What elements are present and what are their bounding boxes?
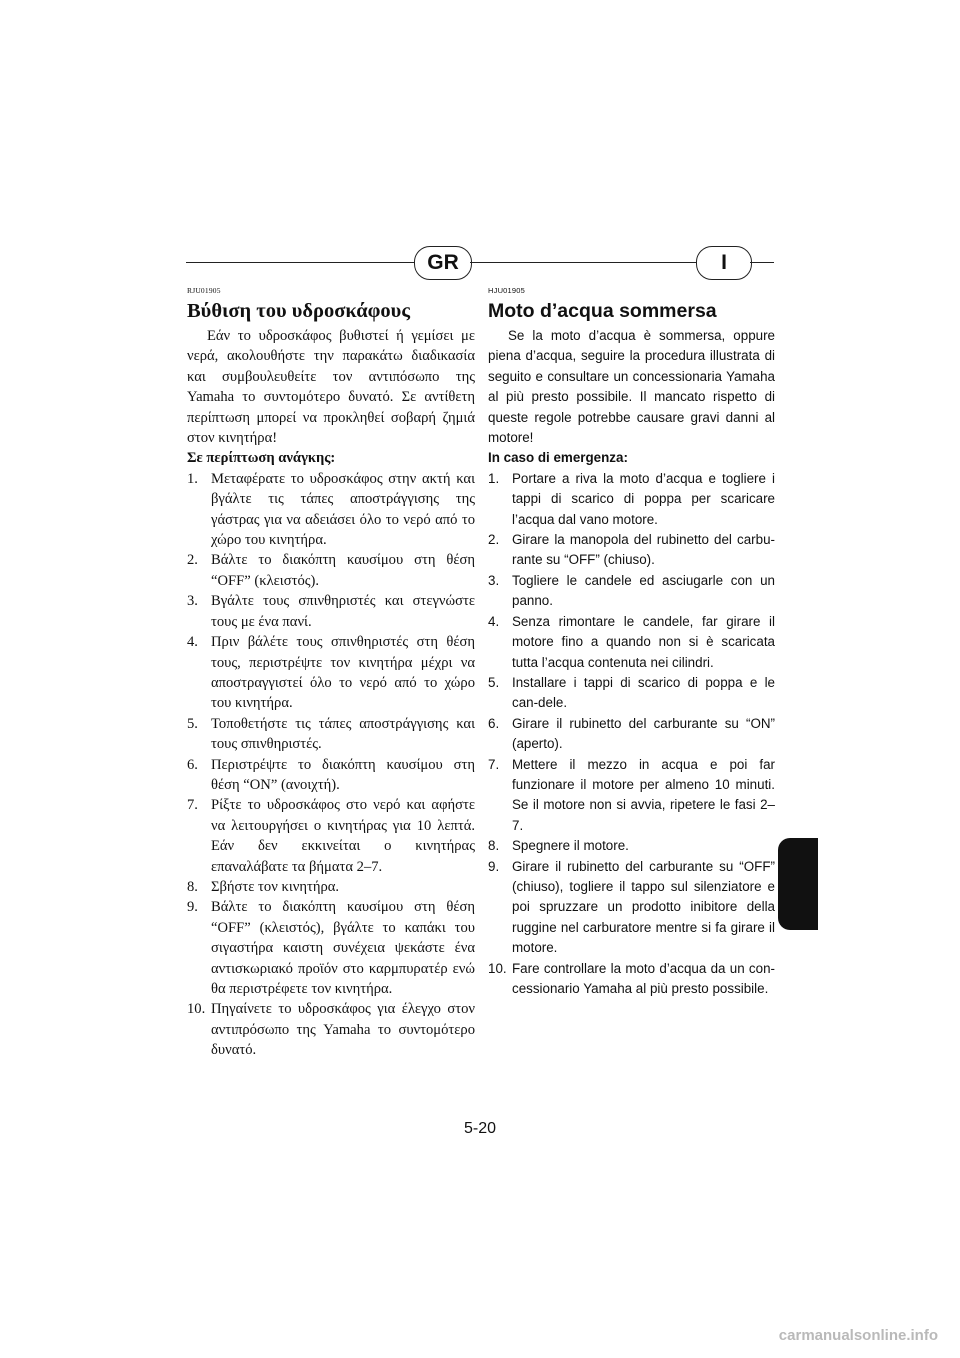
step-text: Σβήστε τον κινητήρα.	[211, 878, 340, 895]
greek-emergency-heading: Σε περίπτωση ανάγκης:	[187, 450, 336, 467]
step-number: 9.	[488, 858, 500, 874]
italian-section-code: HJU01905	[488, 286, 526, 295]
step-number: 2.	[187, 552, 198, 569]
italian-step	[488, 857, 775, 959]
step-text: Μεταφέρατε το υδροσκάφος στην ακτή και βγάλτε τις τάπες αποστράγγισης της γάστρας για να αδειάσει όλο το νερό από το χώρο του κινητήρα.	[211, 470, 475, 549]
step-number: 6.	[488, 715, 500, 731]
step-text: Βάλτε το διακόπτη καυσίμου στη θέση “OFF” (κλειστός), βγάλτε το καπάκι του σιγαστήρα καιστη συνέχεια ψεκάστε ένα αντισκωριακό προϊόν στο καρμπυρατέρ ενώ θα περιστρέφετε τον κινητήρα.	[211, 899, 475, 997]
header-rule-left	[186, 262, 414, 263]
italian-step	[488, 612, 775, 673]
italian-step	[488, 469, 775, 530]
step-text: Πηγαίνετε το υδροσκάφος για έλεγχο στον αντιπρόσωπο της Yamaha το συντομότερο δυνατό.	[211, 1001, 475, 1059]
greek-step	[187, 632, 475, 714]
step-number: 10.	[488, 960, 507, 976]
greek-column	[187, 286, 475, 1061]
greek-step	[187, 591, 475, 632]
italian-step	[488, 530, 775, 571]
step-number: 10.	[187, 1001, 206, 1018]
step-number: 2.	[488, 532, 500, 548]
step-number: 4.	[187, 634, 198, 651]
italian-step	[488, 755, 775, 837]
step-number: 9.	[187, 899, 198, 916]
greek-step	[187, 999, 475, 1060]
greek-step	[187, 550, 475, 591]
step-text: Togliere le candele ed asciugarle con un panno.	[512, 572, 775, 609]
greek-step	[187, 469, 475, 551]
greek-step	[187, 795, 475, 877]
step-text: Girare il rubinetto del carburante su “ON” (aperto).	[512, 715, 775, 752]
italian-step	[488, 571, 775, 612]
italian-step-list	[488, 469, 775, 1000]
step-number: 7.	[488, 756, 500, 772]
greek-intro-paragraph: Εάν το υδροσκάφος βυθιστεί ή γεμίσει με νερά, ακολουθήστε την παρακάτω διαδικασία και συμβουλευθείτε τον αντιπόσωπο της Yamaha το συντομότερο δυνατό. Σε αντίθετη περίπτωση μπορεί να προκληθεί σοβαρή ζημιά στον κινητήρα!	[187, 328, 475, 447]
step-number: 6.	[187, 756, 198, 773]
greek-section-title: Βύθιση του υδροσκάφους	[187, 300, 410, 322]
step-number: 5.	[187, 715, 198, 732]
greek-step	[187, 755, 475, 796]
step-text: Girare la manopola del rubinetto del carbu-rante su “OFF” (chiuso).	[512, 532, 775, 568]
italian-intro-paragraph: Se la moto d’acqua è sommersa, oppure piena d’acqua, seguire la procedura illustrata di seguito e consultare un concessionaria Yamaha al più presto possibile. Il mancato rispetto di queste regole potrebbe causare gravi danni al motore!	[488, 328, 775, 446]
step-text: Spegnere il motore.	[512, 838, 629, 854]
step-number: 3.	[488, 572, 500, 588]
greek-step	[187, 877, 475, 897]
step-number: 7.	[187, 797, 198, 814]
italian-step	[488, 673, 775, 714]
step-number: 8.	[187, 878, 198, 895]
italian-step	[488, 714, 775, 755]
greek-step	[187, 714, 475, 755]
step-text: Portare a riva la moto d’acqua e togliere i tappi di scarico di poppa per scaricare l’acqua dal vano motore.	[512, 470, 775, 527]
chapter-thumb-tab-edge	[810, 838, 818, 930]
step-number: 5.	[488, 674, 500, 690]
greek-step-list	[187, 469, 475, 1061]
site-watermark: carmanualsonline.info	[778, 1327, 938, 1344]
step-text: Περιστρέψτε το διακόπτη καυσίμου στη θέση “ON” (ανοιχτή).	[211, 756, 475, 793]
step-text: Ρίξτε το υδροσκάφος στο νερό και αφήστε να λειτουργήσει ο κινητήρας για 10 λεπτά. Εάν δεν εκκινείται ο κινητήρας επαναλάβατε τα βήματα 2–7.	[211, 797, 475, 875]
step-text: Senza rimontare le candele, far girare il motore fino a quando non si è scaricata tutta l’acqua contenuta nei cilindri.	[512, 613, 775, 670]
step-text: Βγάλτε τους σπινθηριστές και στεγνώστε τους με ένα πανί.	[211, 593, 475, 630]
step-text: Πριν βάλέτε τους σπινθηριστές στη θέση τους, περιστρέψτε τον κινητήρα μέχρι να αποστραγγιστεί όλο το νερό από το χώρο του κινητήρα.	[211, 634, 475, 712]
italian-step	[488, 959, 775, 1000]
page-number: 5-20	[463, 1120, 497, 1137]
italian-emergency-heading: In caso di emergenza:	[488, 450, 628, 466]
italian-column	[488, 286, 775, 999]
language-badge-it: I	[696, 246, 752, 280]
step-text: Girare il rubinetto del carburante su “OFF” (chiuso), togliere il tappo sul silenziatore e poi spruzzare un prodotto inibitore della ruggine nel carburatore mentre si fa girare il motore.	[512, 858, 775, 956]
greek-section-code: RJU01905	[187, 286, 221, 295]
header-rule-right	[750, 262, 774, 263]
step-text: Fare controllare la moto d’acqua da un con-cessionario Yamaha al più presto possibile.	[512, 960, 775, 996]
step-text: Installare i tappi di scarico di poppa e le can-dele.	[512, 674, 775, 711]
header-rule-middle	[470, 262, 696, 263]
step-number: 8.	[488, 838, 500, 854]
step-number: 4.	[488, 613, 500, 629]
step-number: 3.	[187, 593, 198, 610]
language-badge-gr: GR	[414, 246, 472, 280]
step-text: Βάλτε το διακόπτη καυσίμου στη θέση “OFF” (κλειστός).	[211, 552, 475, 589]
step-text: Τοποθετήστε τις τάπες αποστράγγισης και τους σπινθηριστές.	[211, 715, 475, 753]
step-text: Mettere il mezzo in acqua e poi far funzionare il motore per almeno 10 minuti. Se il motore non si avvia, ripetere le fasi 2–7.	[512, 756, 775, 833]
greek-step	[187, 897, 475, 999]
italian-section-title: Moto d’acqua sommersa	[488, 300, 717, 322]
step-number: 1.	[187, 470, 198, 487]
italian-step	[488, 836, 775, 856]
step-number: 1.	[488, 470, 500, 486]
